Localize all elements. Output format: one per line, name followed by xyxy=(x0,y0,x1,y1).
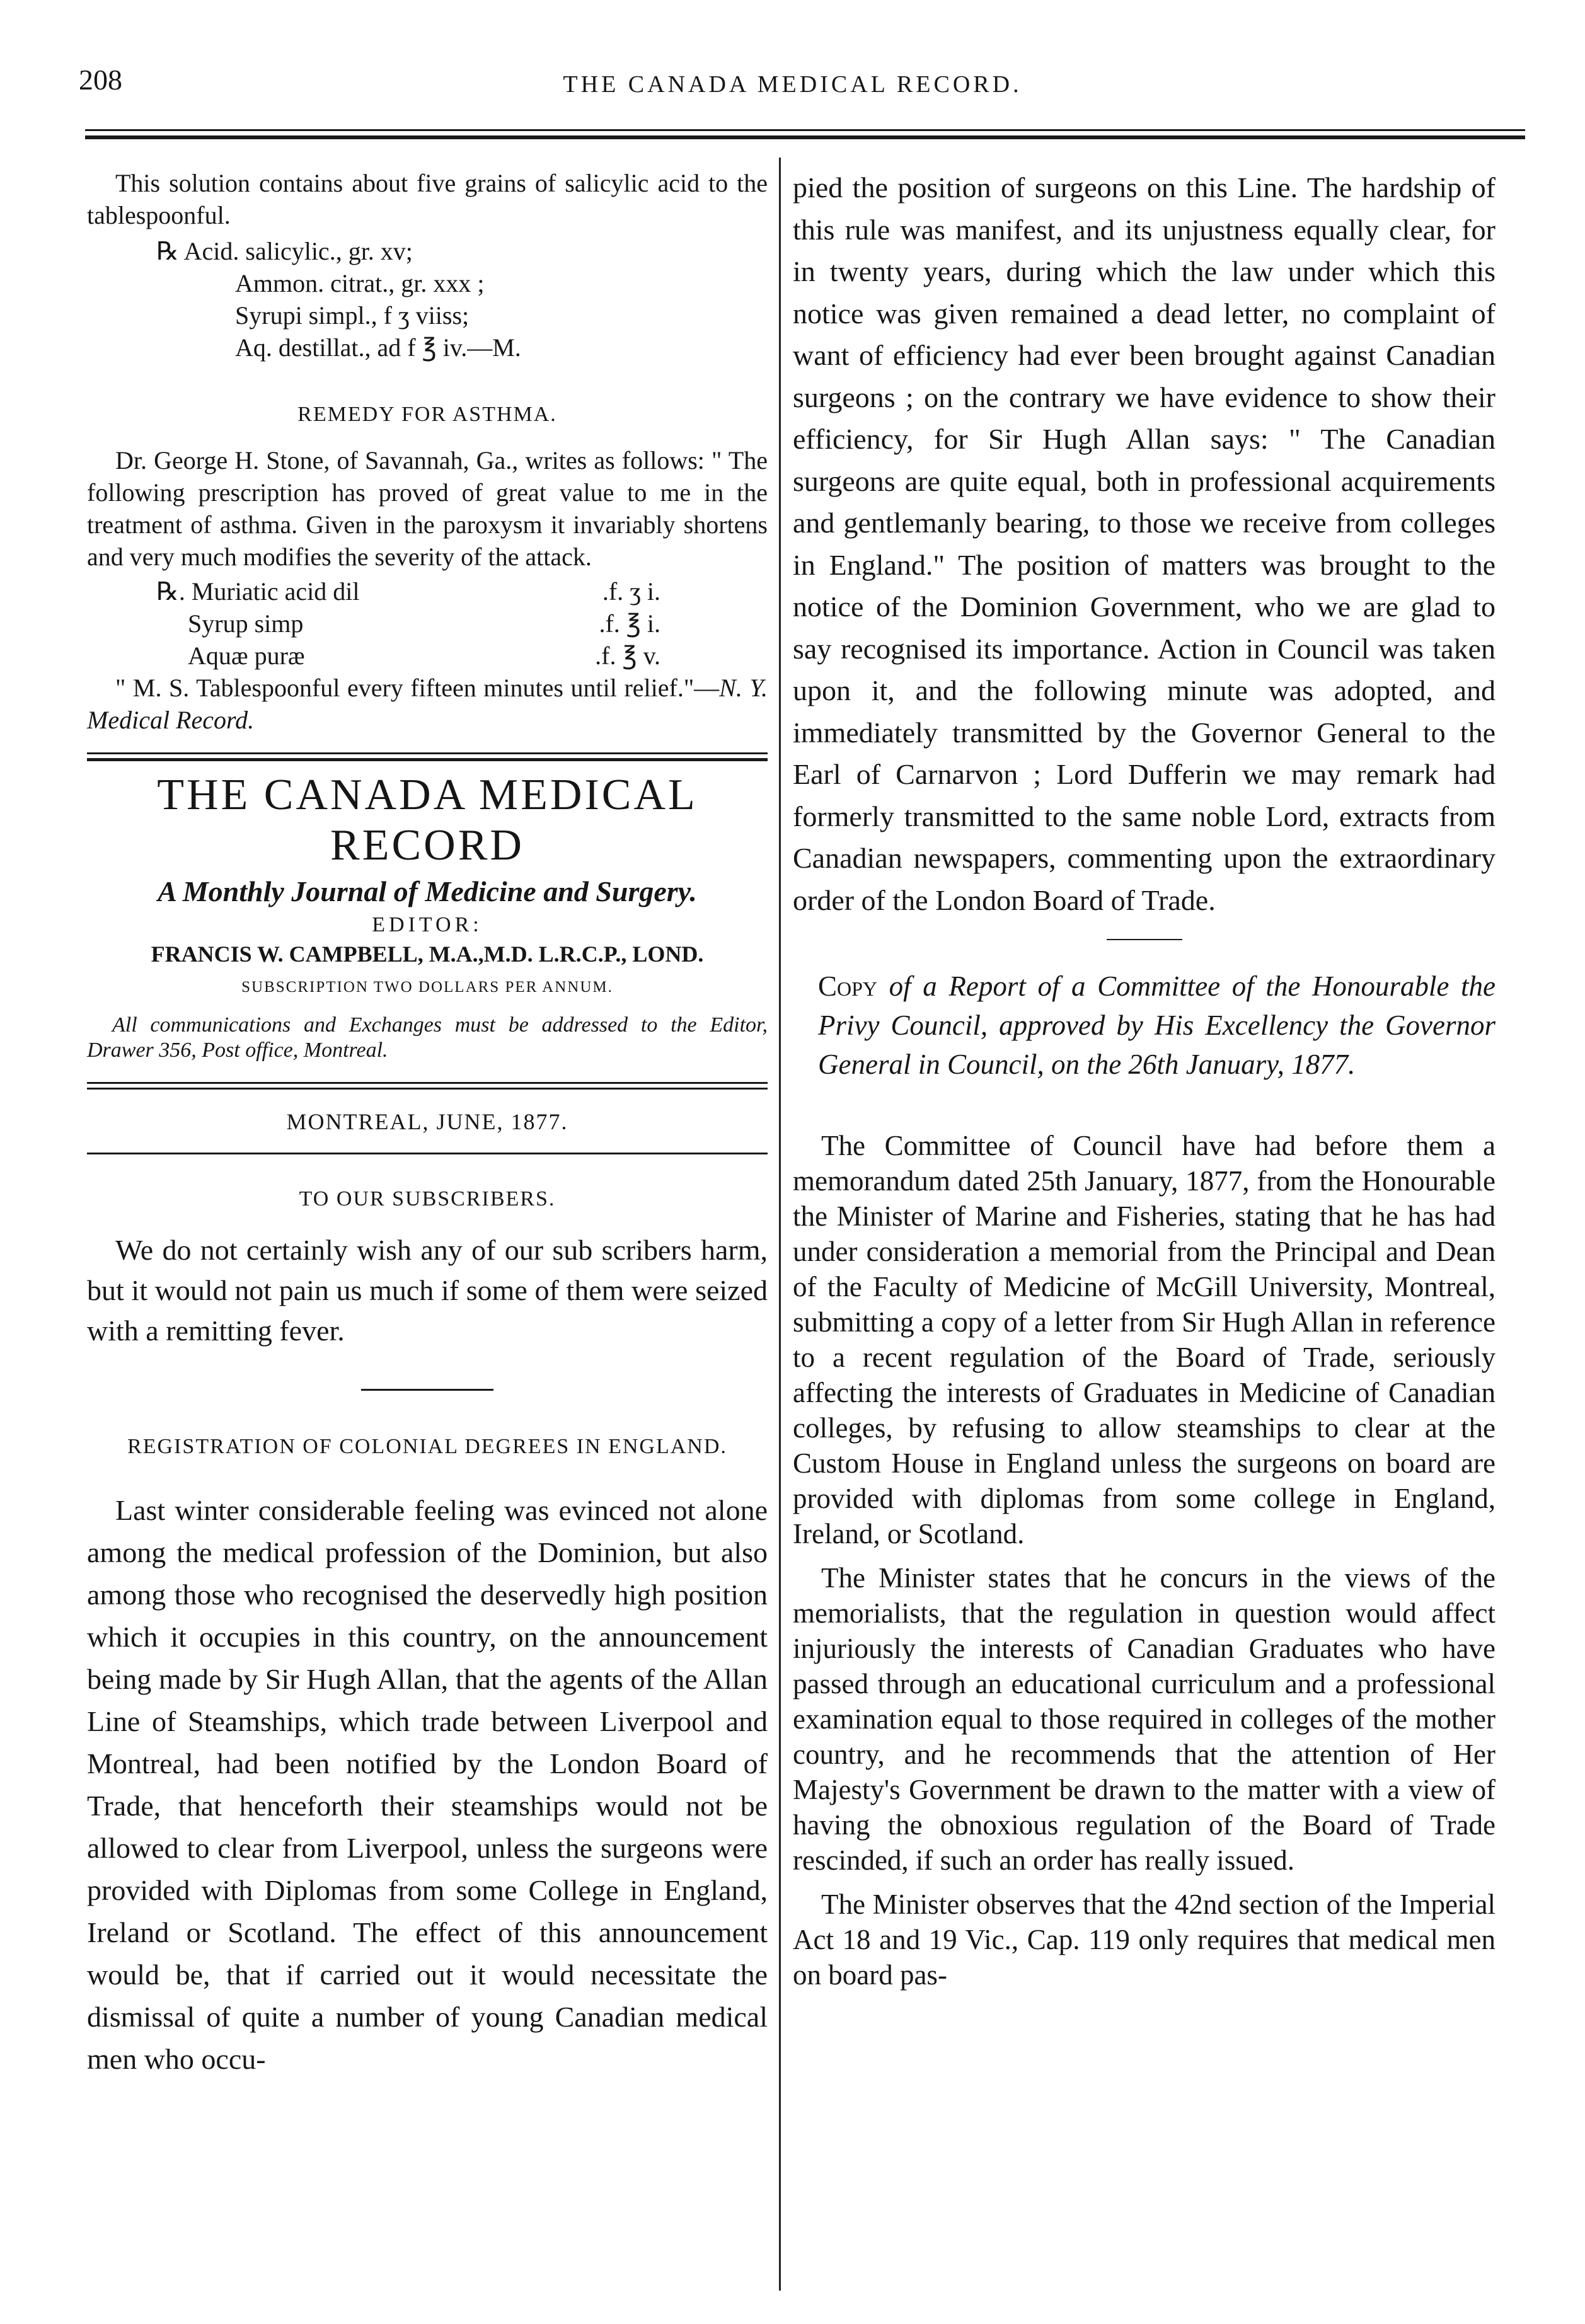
section-rule xyxy=(87,752,768,754)
page-number: 208 xyxy=(79,64,122,96)
header-rule-top xyxy=(85,129,1525,131)
rx-item: ℞. Muriatic acid dil xyxy=(156,577,360,606)
editor-label: EDITOR: xyxy=(372,913,483,936)
source-citation: N. Y. Medical Record. xyxy=(87,674,768,734)
section-rule-short xyxy=(1107,939,1182,940)
rx-line xyxy=(188,640,660,672)
rx-line xyxy=(188,607,660,640)
asthma-signature xyxy=(87,672,768,736)
registration-text: Last winter considerable feeling was evinced not alone among the medical profession of the Dominion, but also among those who recognised the deservedly high position which it occupies in this country, on the announcement being made by Sir Hugh Allan, that the agents of the Allan Line of Steamships, which trade between Liverpool and Montreal, had been notified by the London Board of Trade, that henceforth their steamships would not be allowed to clear from Liverpool, unless the surgeons were provided with Diplomas from some College in England, Ireland or Scotland. The effect of this announcement would be, that if carried out it would necessitate the dismissal of quite a number of young Canadian medical men who occu- xyxy=(87,1494,768,2075)
subscribers-heading: TO OUR SUBSCRIBERS. xyxy=(299,1187,556,1211)
copy-title: of a Report of a Committee of the Honourable the Privy Council, approved by His Excellency the Governor General in Council, on the 26th January, 1877. xyxy=(818,970,1496,1080)
rx-sig: " M. S. Tablespoonful every fifteen minutes until relief."— xyxy=(115,674,720,702)
rx-line: Syrupi simpl., f ʒ viiss; xyxy=(235,301,470,330)
right-column xyxy=(793,167,1496,1993)
section-rule xyxy=(87,1088,768,1090)
continued-text: pied the position of surgeons on this Line. The hardship of this rule was manifest, and its unjustness equally clear, for in twenty years, during which the law under which this notice was given remained a dead letter, no complaint of want of efficiency had ever been brought against Canadian surgeons ; on the contrary we have evidence to show their efficiency, for Sir Hugh Allan says: " The Canadian surgeons are quite equal, both in professional acquirements and gentlemanly bearing, to those we receive from colleges in England." The position of matters was brought to the notice of the Dominion Government, who we are glad to say recognised its importance. Action in Council was taken upon it, and the following minute was adopted, and immediately transmitted by the Governor General to the Earl of Carnarvon ; Lord Dufferin we may remark had formerly transmitted to the same noble Lord, extracts from Canadian newspapers, commenting upon the extraordinary order of the London Board of Trade. xyxy=(793,171,1496,916)
rx-dose: .f. ℥ v. xyxy=(595,641,660,670)
rx-line: Ammon. citrat., gr. xxx ; xyxy=(235,269,485,297)
report-title xyxy=(793,967,1496,1084)
column-divider xyxy=(779,158,781,2291)
prescription-asthma xyxy=(87,575,768,672)
editor-name: FRANCIS W. CAMPBELL, M.A.,M.D. L.R.C.P., LOND. xyxy=(151,941,704,967)
asthma-text: Dr. George H. Stone, of Savannah, Ga., writes as follows: " The following prescription has proved of great value to me in the treatment of asthma. Given in the paroxysm it invariably shortens and very much modifies the severity of the attack. xyxy=(87,446,768,571)
communications-note: All communications and Exchanges must be addressed to the Editor, Drawer 356, Post office, Montreal. xyxy=(87,1013,768,1062)
rx-line xyxy=(156,575,660,607)
masthead-title: THE CANADA MEDICAL RECORD xyxy=(157,771,698,870)
report-paragraph: The Minister observes that the 42nd section of the Imperial Act 18 and 19 Vic., Cap. 119 only requires that medical men on board pas- xyxy=(793,1889,1496,1991)
section-rule xyxy=(87,758,768,761)
section-rule-short xyxy=(361,1389,493,1391)
rx-line: ℞ Acid. salicylic., gr. xv; xyxy=(156,237,413,265)
subscribers-text: We do not certainly wish any of our sub scribers harm, but it would not pain us much if some of them were seized with a remitting fever. xyxy=(87,1234,768,1347)
salicylic-note: This solution contains about five grains of salicylic acid to the tablespoonful. xyxy=(87,169,768,229)
rx-item: Syrup simp xyxy=(188,609,304,638)
rx-dose: .f. ℥ i. xyxy=(599,609,660,638)
section-rule xyxy=(87,1082,768,1084)
prescription-salicylic xyxy=(87,235,768,364)
copy-lead: Copy xyxy=(818,970,878,1002)
asthma-heading: REMEDY FOR ASTHMA. xyxy=(297,403,557,426)
report-paragraph: The Committee of Council have had before them a memorandum dated 25th January, 1877, from the Honourable the Minister of Marine and Fisheries, stating that he has had under consideration a memorial from the Principal and Dean of the Faculty of Medicine of McGill University, Montreal, submitting a copy of a letter from Sir Hugh Allan in reference to a recent regulation of the Board of Trade, seriously affecting the interests of Graduates in Medicine of Canadian colleges, by refusing to allow steamships to clear at the Custom House in England unless the surgeons on board are provided with diplomas from some college in England, Ireland, or Scotland. xyxy=(793,1130,1496,1550)
report-paragraph: The Minister states that he concurs in the views of the memorialists, that the regulation in question would affect injuriously the interests of Canadian Graduates who have passed through an educational curriculum and a professional examination equal to those required in colleges of the mother country, and he recommends that the attention of Her Majesty's Government be drawn to the matter with a view of having the obnoxious regulation of the Board of Trade rescinded, if such an order has really issued. xyxy=(793,1562,1496,1876)
section-rule xyxy=(87,1153,768,1154)
registration-heading: REGISTRATION OF COLONIAL DEGREES IN ENGLAND. xyxy=(127,1435,727,1458)
rx-line: Aq. destillat., ad f ℥ iv.—M. xyxy=(235,333,521,362)
subscription-price: SUBSCRIPTION TWO DOLLARS PER ANNUM. xyxy=(241,979,613,996)
running-title: THE CANADA MEDICAL RECORD. xyxy=(563,71,1022,98)
dateline: MONTREAL, JUNE, 1877. xyxy=(286,1109,568,1134)
masthead-subtitle: A Monthly Journal of Medicine and Surgery. xyxy=(158,875,697,907)
left-column xyxy=(87,167,768,2080)
header-rule-bottom xyxy=(85,135,1525,139)
rx-item: Aquæ puræ xyxy=(188,641,305,670)
rx-dose: .f. ʒ i. xyxy=(602,577,660,606)
